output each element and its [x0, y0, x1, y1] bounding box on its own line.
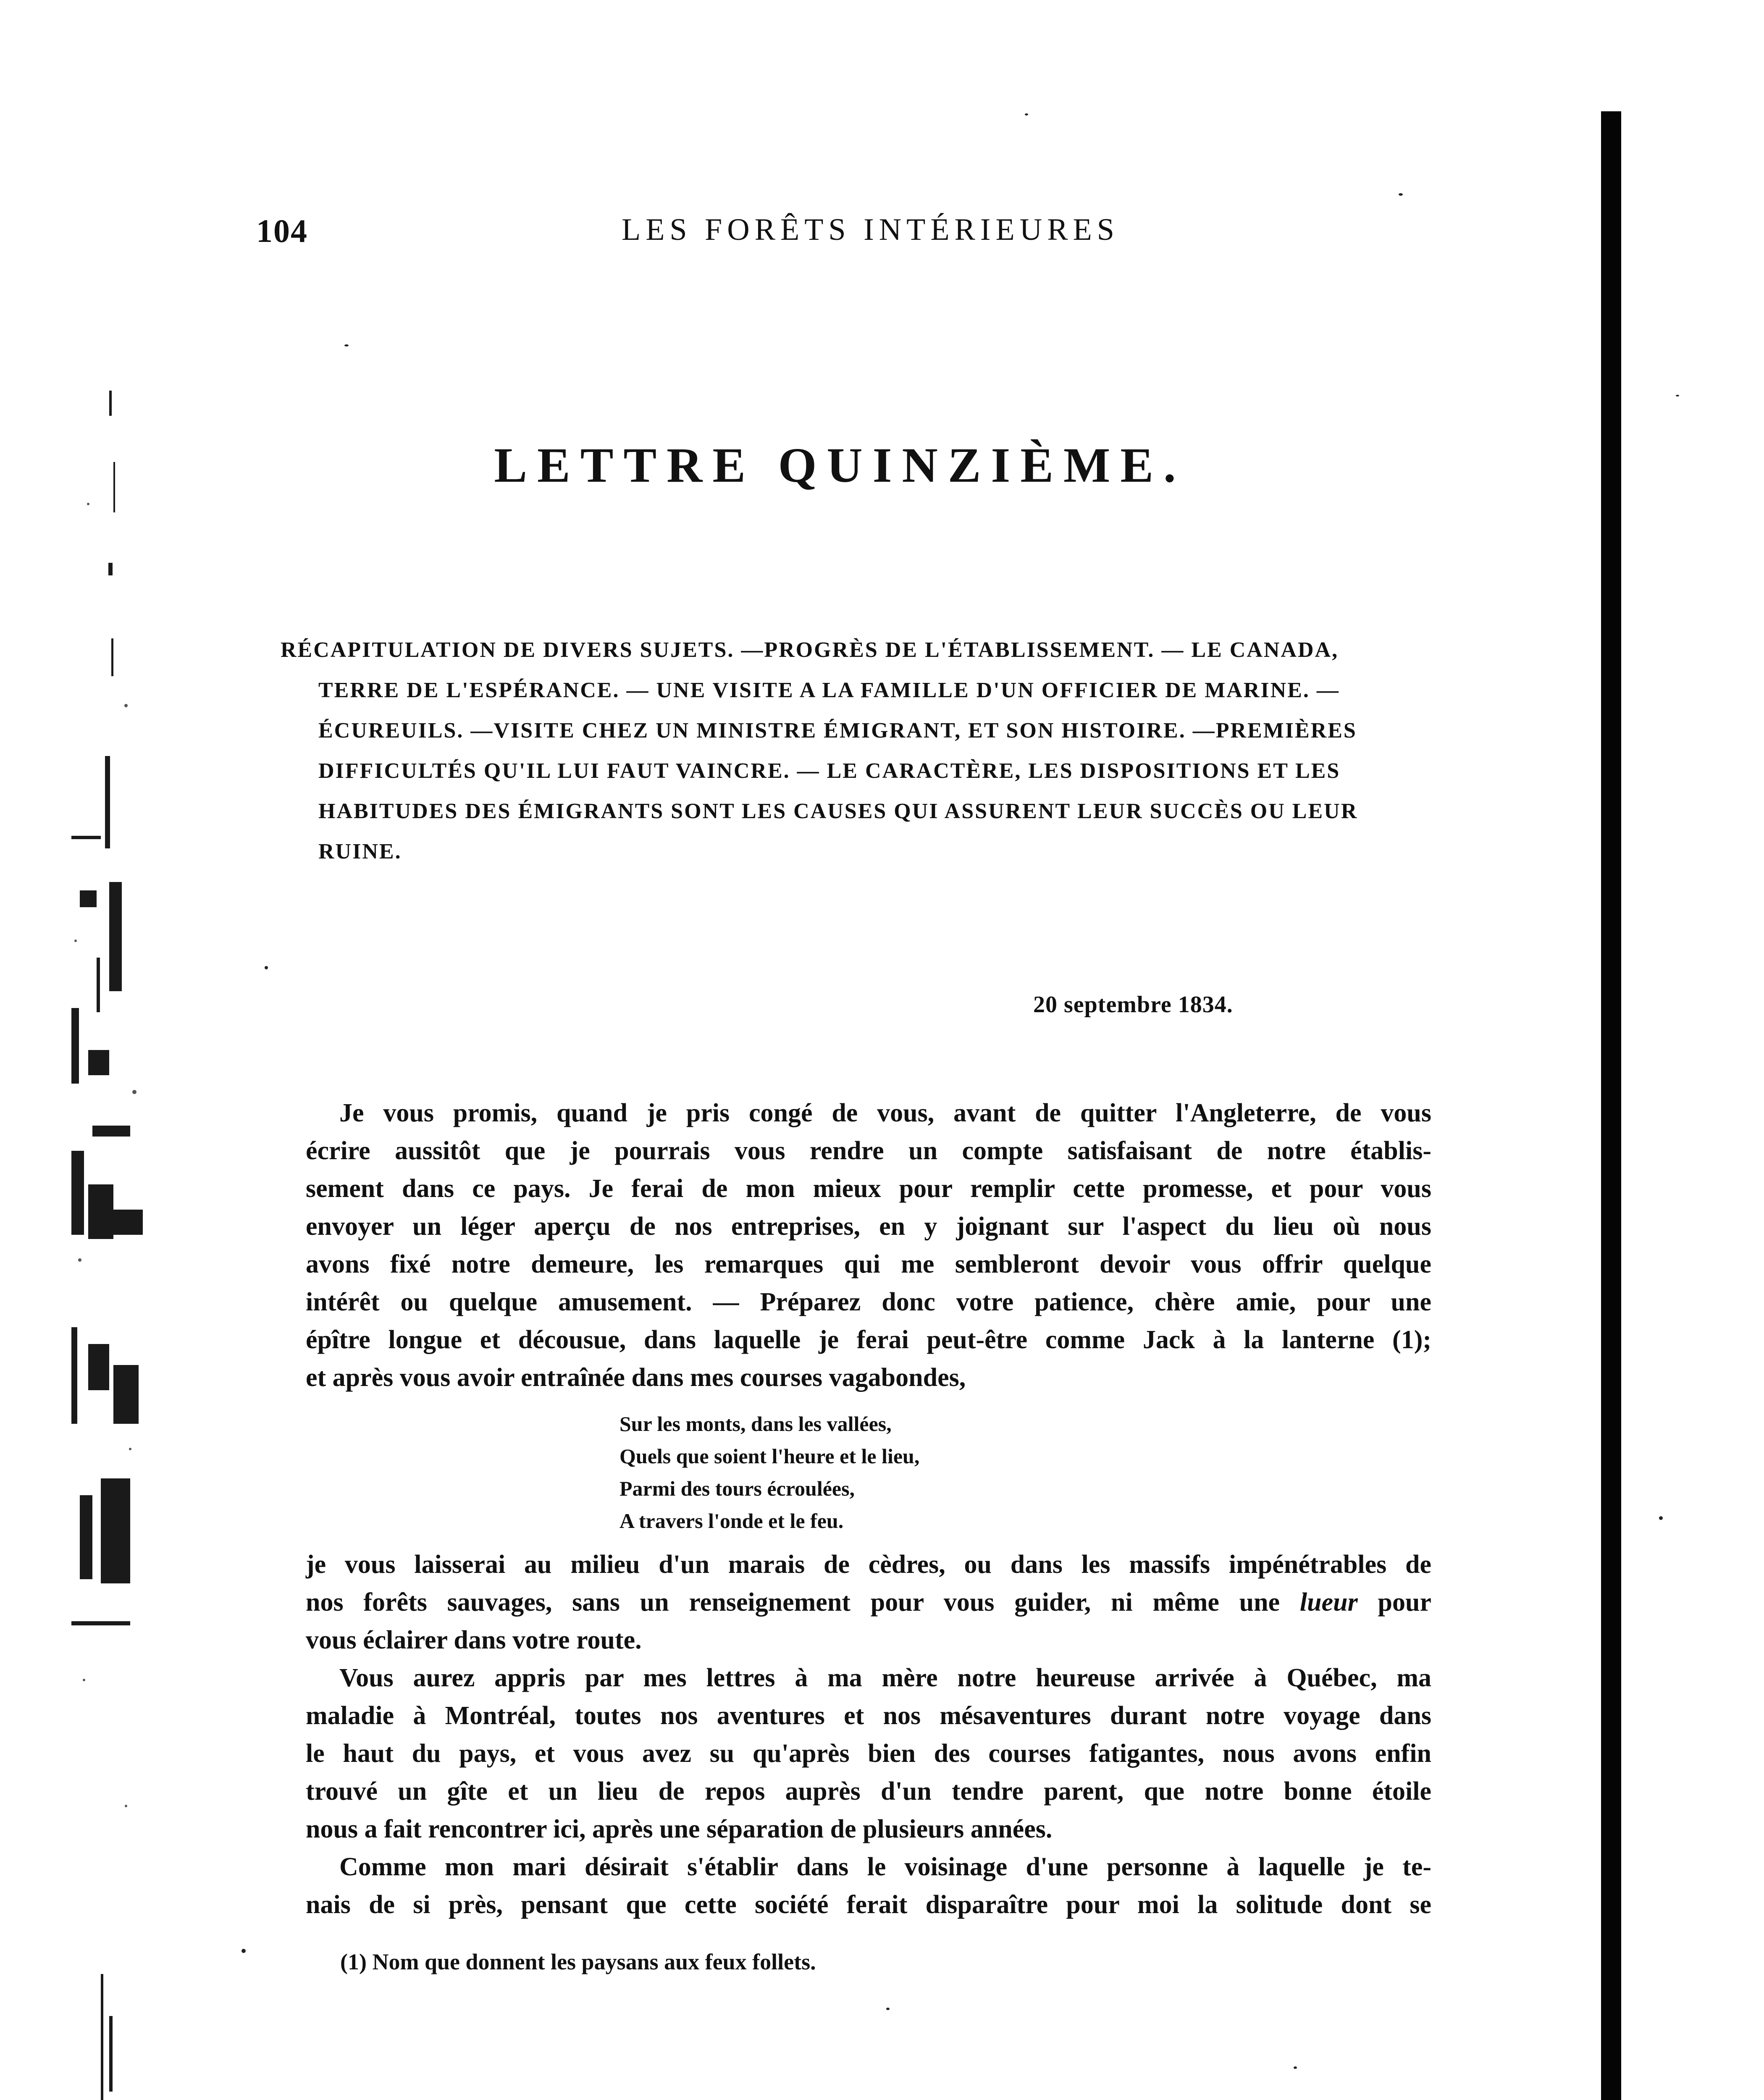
summary-line: DIFFICULTÉS QU'IL LUI FAUT VAINCRE. — LE CARACTÈRE, LES DISPOSITIONS ET LES: [318, 759, 1341, 783]
text-line: Vous aurez appris par mes lettres à ma mère notre heureuse arrivée à Québec, ma: [339, 1664, 1431, 1692]
scan-speck: [344, 344, 349, 346]
verse-line: A travers l'onde et le feu.: [620, 1509, 844, 1533]
summary-line: TERRE DE L'ESPÉRANCE. — UNE VISITE A LA FAMILLE D'UN OFFICIER DE MARINE. —: [318, 678, 1340, 702]
text-line: Comme mon mari désirait s'établir dans le voisinage d'une personne à laquelle je te-: [339, 1853, 1431, 1881]
verse-line: Parmi des tours écroulées,: [620, 1477, 855, 1500]
text-line: le haut du pays, et vous avez su qu'après bien des courses fatigantes, nous avons enfin: [306, 1739, 1431, 1768]
text-line: intérêt ou quelque amusement. — Préparez donc votre patience, chère amie, pour une: [306, 1288, 1431, 1316]
scan-speck: [1676, 395, 1679, 396]
scan-border-bar: [1601, 111, 1621, 2100]
summary-line: RUINE.: [318, 840, 402, 864]
text-line: je vous laisserai au milieu d'un marais de cèdres, ou dans les massifs impénétrables de: [306, 1550, 1431, 1579]
running-header: [252, 212, 1386, 258]
scan-speck: [265, 966, 268, 969]
chapter-summary: [281, 630, 1415, 872]
text-line: écrire aussitôt que je pourrais vous rendre un compte satisfaisant de notre établis-: [306, 1137, 1431, 1165]
footnote: (1) Nom que donnent les paysans aux feux follets.: [340, 1949, 816, 1974]
scan-speck: [242, 1949, 246, 1953]
scan-speck: [886, 2008, 890, 2010]
text-line: vous éclairer dans votre route.: [306, 1626, 642, 1654]
page-number: 104: [256, 213, 308, 249]
paragraph-2: [306, 1546, 1431, 1659]
text-fragment: pour: [1357, 1588, 1431, 1617]
text-line: et après vous avoir entraînée dans mes courses vagabondes,: [306, 1363, 966, 1392]
scan-speck: [1025, 113, 1028, 116]
summary-line: RÉCAPITULATION DE DIVERS SUJETS. —PROGRÈS DE L'ÉTABLISSEMENT. — LE CANADA,: [281, 638, 1339, 662]
text-line: maladie à Montréal, toutes nos aventures et nos mésaventures durant notre voyage dans: [306, 1701, 1431, 1730]
text-fragment: nos forêts sauvages, sans un renseignement pour vous guider, ni même une: [306, 1588, 1300, 1617]
paragraph-3: [306, 1659, 1431, 1848]
text-line: nais de si près, pensant que cette société ferait disparaître pour moi la solitude dont se: [306, 1890, 1431, 1919]
text-line: trouvé un gîte et un lieu de repos auprès d'un tendre parent, que notre bonne étoile: [306, 1777, 1431, 1806]
verse-line: Sur les monts, dans les vallées,: [620, 1412, 892, 1436]
scan-margin-noise: [63, 336, 160, 2100]
summary-line: ÉCUREUILS. —VISITE CHEZ UN MINISTRE ÉMIGRANT, ET SON HISTOIRE. —PREMIÈRES: [318, 719, 1357, 743]
text-line: nous a fait rencontrer ici, après une séparation de plusieurs années.: [306, 1815, 1053, 1843]
verse-line: Quels que soient l'heure et le lieu,: [620, 1444, 920, 1468]
text-line-with-italic: [306, 1583, 1431, 1621]
paragraph-4: [306, 1848, 1431, 1924]
scan-speck: [1294, 2066, 1297, 2069]
letter-dateline: 20 septembre 1834.: [1033, 992, 1233, 1018]
paragraph-1: [306, 1094, 1431, 1396]
verse-quotation: [620, 1408, 919, 1537]
text-line: Je vous promis, quand je pris congé de vous, avant de quitter l'Angleterre, de vous: [339, 1099, 1431, 1127]
scan-speck: [1399, 193, 1403, 196]
text-line: avons fixé notre demeure, les remarques qui me sembleront devoir vous offrir quelque: [306, 1250, 1431, 1278]
italic-word: lueur: [1299, 1588, 1358, 1617]
text-line: sement dans ce pays. Je ferai de mon mieux pour remplir cette promesse, et pour vous: [306, 1174, 1431, 1203]
running-title: LES FORÊTS INTÉRIEURES: [622, 213, 1119, 247]
scan-speck: [1659, 1516, 1663, 1520]
text-line: épître longue et décousue, dans laquelle je ferai peut-être comme Jack à la lanterne (1);: [306, 1326, 1431, 1354]
chapter-title: LETTRE QUINZIÈME.: [494, 438, 1186, 493]
summary-line: HABITUDES DES ÉMIGRANTS SONT LES CAUSES QUI ASSURENT LEUR SUCCÈS OU LEUR: [318, 799, 1358, 823]
text-line: envoyer un léger aperçu de nos entreprises, en y joignant sur l'aspect du lieu où nous: [306, 1212, 1431, 1241]
